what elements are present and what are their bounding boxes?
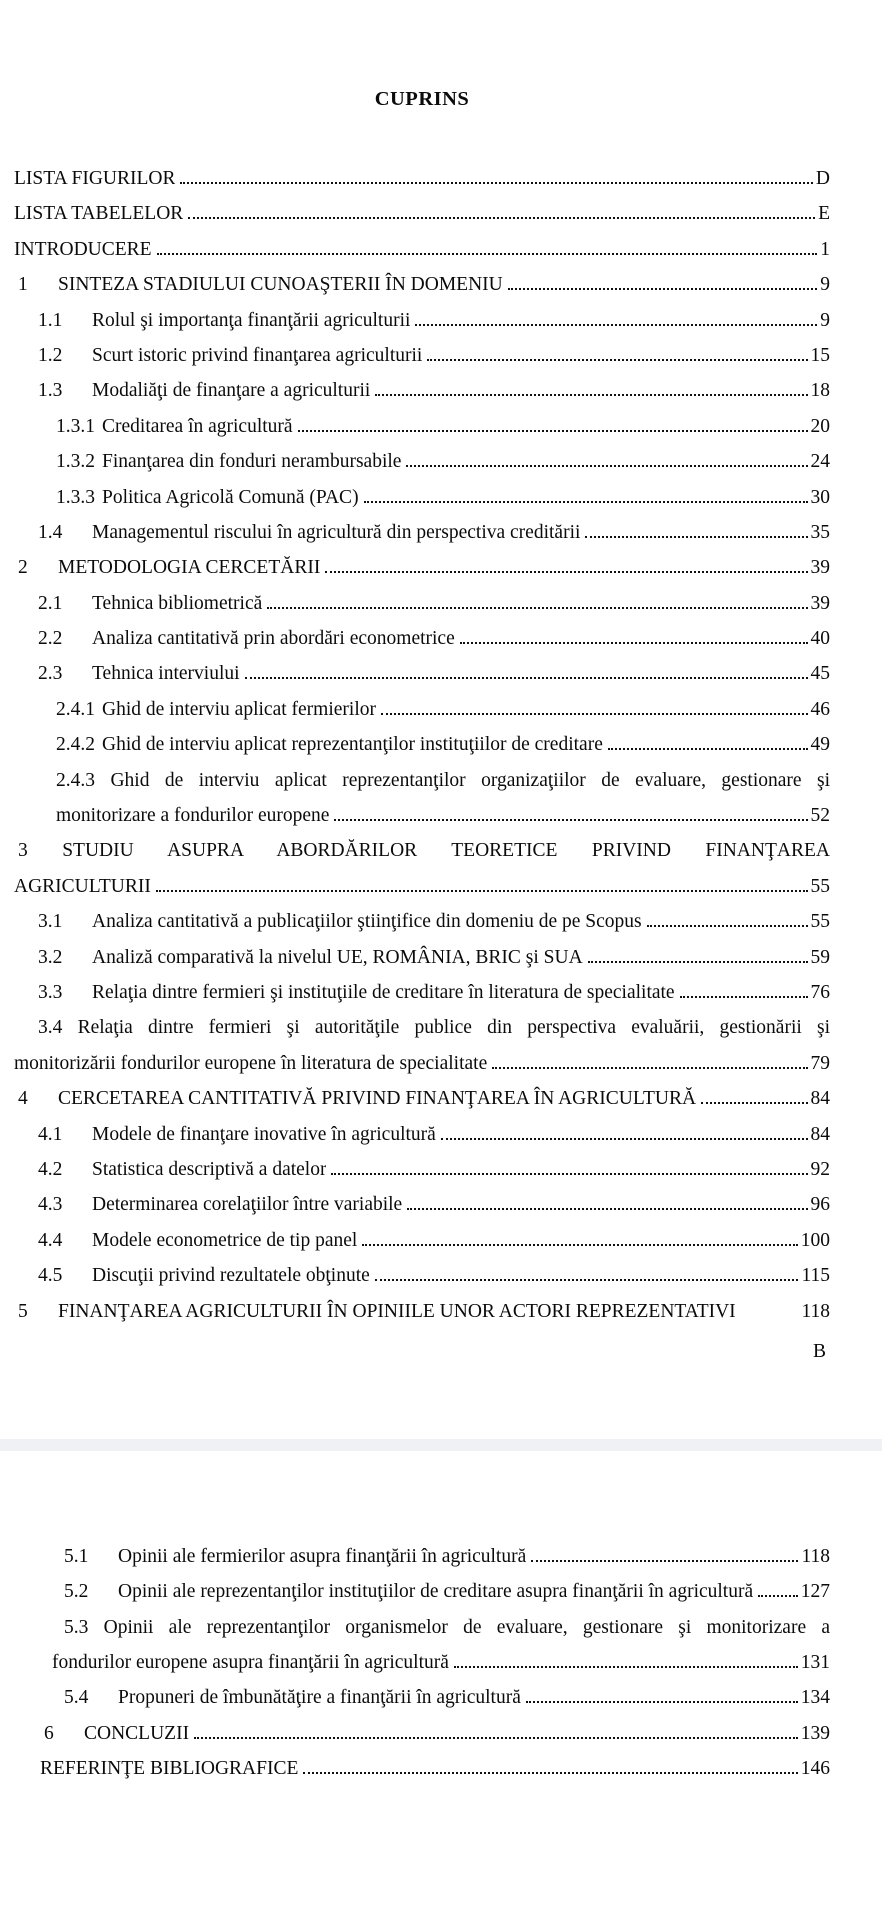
entry-number: 5.2 (64, 1581, 89, 1603)
toc-entry (14, 480, 830, 515)
dot-leader (298, 430, 808, 432)
toc-entry (14, 373, 830, 408)
page-letter: B (812, 1340, 826, 1362)
entry-title: Modele de finanţare inovative în agricultură (92, 1123, 436, 1145)
entry-page-number: 1 (820, 238, 830, 260)
entry-page-number: 9 (820, 274, 830, 296)
dot-leader (427, 359, 807, 361)
toc-entry (14, 692, 830, 727)
entry-title: Creditarea în agricultură (102, 415, 293, 437)
entry-title: LISTA FIGURILOR (14, 168, 176, 189)
dot-leader (375, 1279, 799, 1281)
toc-entry: 2.4.3 Ghid de interviu aplicat reprezentanţilor organizaţiilor de evaluare, gestionare şi (56, 769, 830, 791)
entry-number: 1.3.3 (56, 486, 95, 508)
dot-leader (454, 1666, 798, 1668)
entry-page-number: 40 (810, 628, 830, 650)
entry-title: Tehnica bibliometrică (92, 592, 263, 614)
toc-entry (14, 161, 830, 196)
toc-entry-continuation (14, 869, 830, 904)
entry-number: 2.1 (38, 592, 63, 614)
entry-number: 1.3.1 (56, 415, 95, 437)
entry-number: 4.1 (38, 1123, 63, 1145)
entry-number: 2.2 (38, 628, 63, 650)
entry-number: 5 (18, 1300, 28, 1322)
entry-number: 3.3 (38, 981, 63, 1003)
entry-page-number: 35 (810, 521, 830, 543)
dot-leader (701, 1102, 807, 1104)
toc-entry (14, 621, 830, 656)
entry-title: Finanţarea din fonduri nerambursabile (102, 451, 402, 473)
toc-entry (14, 586, 830, 621)
toc-entry: 3 STUDIU ASUPRA ABORDĂRILOR TEORETICE PRIVIND FINANŢAREA (18, 840, 830, 862)
toc-entry (14, 727, 830, 762)
dot-leader (157, 253, 818, 255)
entry-title: Ghid de interviu aplicat reprezentanţilor instituţiilor de creditare (102, 734, 603, 756)
dot-leader (267, 607, 807, 609)
dot-leader (194, 1737, 798, 1739)
entry-number: 1.1 (38, 309, 63, 331)
entry-number: 2.4.2 (56, 734, 95, 756)
entry-title: CERCETAREA CANTITATIVĂ PRIVIND FINANŢAREA ÎN AGRICULTURĂ (58, 1088, 697, 1110)
entry-title: METODOLOGIA CERCETĂRII (58, 557, 321, 579)
toc-entry (40, 1574, 830, 1609)
entry-page-number: D (815, 168, 830, 189)
dot-leader (608, 748, 808, 750)
entry-title: Politica Agricolă Comună (PAC) (102, 486, 359, 508)
entry-number: 4.4 (38, 1229, 63, 1251)
toc-entry (14, 1294, 830, 1329)
dot-leader (492, 1067, 807, 1069)
toc-entry (14, 1187, 830, 1222)
entry-number: 4.5 (38, 1265, 63, 1287)
entry-title: Analiză comparativă la nivelul UE, ROMÂNIA, BRIC şi SUA (92, 946, 583, 968)
toc-entry: 5.3 Opinii ale reprezentanţilor organismelor de evaluare, gestionare şi monitorizare a (64, 1616, 830, 1638)
entry-title: Determinarea corelaţiilor între variabile (92, 1194, 403, 1216)
dot-leader (647, 925, 808, 927)
toc-entry (40, 1539, 830, 1574)
entry-page-number: 55 (810, 911, 830, 933)
entry-number: 1.3 (38, 380, 63, 402)
entry-number: 4.2 (38, 1158, 63, 1180)
dot-leader (331, 1173, 807, 1175)
entry-page-number: 20 (810, 415, 830, 437)
toc-entry (14, 303, 830, 338)
toc-entry (14, 1223, 830, 1258)
toc-entry-continuation (14, 1046, 830, 1081)
entry-page-number: 76 (810, 981, 830, 1003)
dot-leader (188, 217, 815, 219)
entry-number: 4.3 (38, 1194, 63, 1216)
dot-leader (531, 1560, 798, 1562)
entry-number: 6 (44, 1722, 54, 1744)
entry-page-number: 39 (810, 592, 830, 614)
toc-entry (14, 1152, 830, 1187)
entry-title: Opinii ale fermierilor asupra finanţării în agricultură (118, 1545, 527, 1567)
toc-entry (40, 1751, 830, 1786)
dot-leader (585, 536, 807, 538)
entry-page-number: 127 (800, 1581, 830, 1603)
entry-page-number: 46 (810, 698, 830, 720)
entry-page-number: 79 (810, 1052, 830, 1074)
dot-leader (364, 501, 808, 503)
entry-page-number: 84 (810, 1123, 830, 1145)
toc-entry (14, 267, 830, 302)
toc-entry (40, 1716, 830, 1751)
dot-leader (758, 1595, 798, 1597)
entry-page-number: 118 (801, 1545, 830, 1567)
entry-page-number: 139 (800, 1722, 830, 1744)
page-divider (0, 1439, 882, 1451)
toc-entry (14, 940, 830, 975)
entry-title: Managementul riscului în agricultură din perspectiva creditării (92, 521, 581, 543)
entry-page-number: 15 (810, 344, 830, 366)
toc-entry (40, 1680, 830, 1715)
entry-title: fondurilor europene asupra finanţării în agricultură (52, 1652, 449, 1674)
dot-leader (245, 677, 808, 679)
entry-number: 4 (18, 1088, 28, 1110)
entry-page-number: 39 (810, 557, 830, 579)
dot-leader (588, 961, 808, 963)
entry-title: Discuţii privind rezultatele obţinute (92, 1265, 370, 1287)
entry-title: Ghid de interviu aplicat fermierilor (102, 698, 376, 720)
entry-number: 5.4 (64, 1687, 89, 1709)
toc-entry (14, 1117, 830, 1152)
dot-leader (381, 713, 808, 715)
dot-leader (508, 288, 818, 290)
entry-title: FINANŢAREA AGRICULTURII ÎN OPINIILE UNOR ACTORI REPREZENTATIVI (58, 1300, 736, 1322)
toc-entry-continuation (14, 798, 830, 833)
dot-leader (334, 819, 807, 821)
entry-number: 3.1 (38, 911, 63, 933)
entry-title: SINTEZA STADIULUI CUNOAŞTERII ÎN DOMENIU (58, 274, 503, 296)
dot-leader (526, 1701, 798, 1703)
entry-page-number: 49 (810, 734, 830, 756)
entry-title: Relaţia dintre fermieri şi instituţiile de creditare în literatura de specialitate (92, 981, 675, 1003)
entry-number: 1.3.2 (56, 451, 95, 473)
dot-leader (406, 465, 807, 467)
dot-leader (156, 890, 808, 892)
dot-leader (180, 182, 812, 184)
entry-page-number: 146 (800, 1758, 830, 1780)
entry-number: 3.2 (38, 946, 63, 968)
dot-leader (362, 1244, 797, 1246)
entry-page-number: 45 (810, 663, 830, 685)
entry-title: Modaliăţi de finanţare a agriculturii (92, 380, 371, 402)
entry-title: Analiza cantitativă prin abordări econometrice (92, 628, 455, 650)
entry-title: LISTA TABELELOR (14, 203, 184, 225)
toc-list-page-1 (14, 161, 830, 1329)
entry-number: 1 (18, 274, 28, 296)
toc-page-2 (0, 1451, 882, 1787)
toc-entry (14, 975, 830, 1010)
entry-title: Propuneri de îmbunătăţire a finanţării în agricultură (118, 1687, 521, 1709)
page-title: CUPRINS (374, 88, 470, 110)
dot-leader (441, 1138, 808, 1140)
toc-entry (14, 232, 830, 267)
entry-number: 1.2 (38, 344, 63, 366)
entry-page-number: 55 (810, 875, 830, 897)
entry-title: Tehnica interviului (92, 663, 240, 685)
entry-page-number: 118 (801, 1300, 830, 1322)
entry-page-number: 134 (800, 1687, 830, 1709)
entry-title: CONCLUZII (84, 1722, 190, 1744)
entry-page-number: 9 (820, 309, 830, 331)
toc-entry (14, 904, 830, 939)
toc-entry-continuation (40, 1645, 830, 1680)
dot-leader (325, 571, 807, 573)
toc-entry (14, 338, 830, 373)
toc-entry (14, 1081, 830, 1116)
entry-number: 2.3 (38, 663, 63, 685)
entry-page-number: 18 (810, 380, 830, 402)
entry-title: REFERINŢE BIBLIOGRAFICE (40, 1758, 299, 1780)
entry-page-number: 115 (801, 1265, 830, 1287)
dot-leader (460, 642, 808, 644)
entry-title: Statistica descriptivă a datelor (92, 1158, 327, 1180)
entry-title: monitorizării fondurilor europene în literatura de specialitate (14, 1052, 488, 1074)
toc-entry (14, 515, 830, 550)
entry-page-number: 100 (800, 1229, 830, 1251)
dot-leader (407, 1208, 807, 1210)
toc-entry (14, 444, 830, 479)
entry-page-number: 92 (810, 1158, 830, 1180)
toc-entry (14, 196, 830, 231)
entry-page-number: 131 (800, 1652, 830, 1674)
toc-entry (14, 656, 830, 691)
page-letter-row (14, 1333, 830, 1371)
entry-page-number: 84 (810, 1088, 830, 1110)
entry-number: 1.4 (38, 521, 63, 543)
entry-title: Rolul şi importanţa finanţării agriculturii (92, 309, 411, 331)
toc-entry (14, 409, 830, 444)
entry-title: Opinii ale reprezentanţilor instituţiilor de creditare asupra finanţării în agricultură (118, 1581, 754, 1603)
dot-leader (415, 324, 817, 326)
toc-entry (14, 550, 830, 585)
entry-title: AGRICULTURII (14, 875, 151, 897)
entry-number: 5.1 (64, 1545, 89, 1567)
dot-leader (375, 394, 807, 396)
entry-page-number: E (818, 203, 830, 225)
entry-title: monitorizare a fondurilor europene (56, 805, 330, 827)
entry-page-number: 59 (810, 946, 830, 968)
entry-page-number: 52 (810, 805, 830, 827)
toc-page-1 (0, 88, 882, 1371)
entry-number: 2 (18, 557, 28, 579)
entry-title: Analiza cantitativă a publicaţiilor ştiinţifice din domeniu de pe Scopus (92, 911, 642, 933)
entry-title: INTRODUCERE (14, 238, 152, 260)
toc-entry: 3.4 Relaţia dintre fermieri şi autorităţile publice din perspectiva evaluării, gestionării şi (38, 1017, 830, 1039)
entry-page-number: 24 (810, 451, 830, 473)
entry-page-number: 30 (810, 486, 830, 508)
entry-title: Scurt istoric privind finanţarea agriculturii (92, 344, 423, 366)
dot-leader (303, 1772, 797, 1774)
toc-list-page-2 (40, 1539, 830, 1787)
toc-entry (14, 1258, 830, 1293)
dot-leader (680, 996, 808, 998)
entry-page-number: 96 (810, 1194, 830, 1216)
entry-number: 2.4.1 (56, 698, 95, 720)
entry-title: Modele econometrice de tip panel (92, 1229, 358, 1251)
